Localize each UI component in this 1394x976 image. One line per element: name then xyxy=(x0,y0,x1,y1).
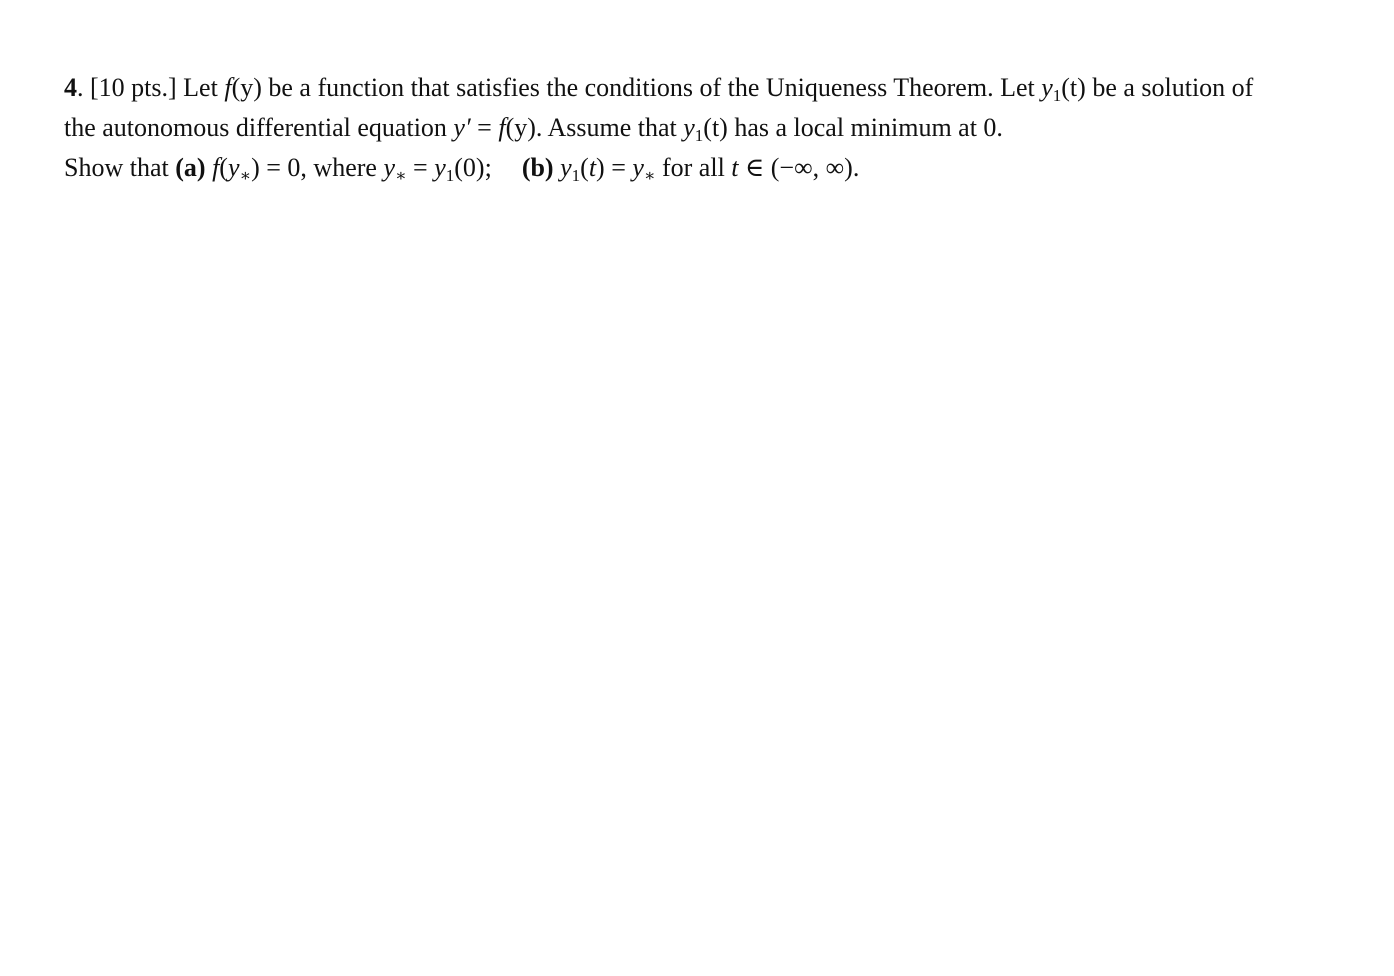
var-t: t xyxy=(588,153,597,182)
subscript-star: ∗ xyxy=(239,166,252,185)
line1-text-a: Let xyxy=(183,73,225,102)
part-b-label: (b) xyxy=(521,153,554,182)
subscript-1: 1 xyxy=(571,166,581,185)
line1-text-c: be a solution of xyxy=(1085,73,1254,102)
var-y: y xyxy=(434,153,446,182)
problem-statement xyxy=(64,68,1334,188)
equals-sign: = xyxy=(470,113,499,142)
part-a-label: (a) xyxy=(175,153,206,182)
problem-number: 4 xyxy=(64,73,77,102)
line3-text-f: ) = xyxy=(596,153,633,182)
var-y: y xyxy=(632,153,644,182)
problem-line-1: 4. [10 pts.] Let f(y) be a function that satisfies the conditions of the Uniqueness Theorem. Let $y_1(t)$ be a solution of xyxy=(64,73,1254,105)
func-arg-y: (y) xyxy=(231,73,262,102)
subscript-1: 1 xyxy=(1052,86,1062,105)
var-y-prime: y′ xyxy=(453,113,471,142)
problem-line-3 xyxy=(64,148,1334,188)
line3-text-d: (0); xyxy=(454,153,492,182)
line2-text-b: . Assume that xyxy=(535,113,684,142)
line1-text-b: be a function that satisfies the conditions of the Uniqueness Theorem. Let xyxy=(261,73,1042,102)
subscript-star: ∗ xyxy=(643,166,656,185)
line3-text-a: Show that xyxy=(64,153,176,182)
problem-line-2 xyxy=(64,108,1334,148)
func-arg-y: (y) xyxy=(505,113,536,142)
var-y: y xyxy=(683,113,695,142)
problem-points: [10 pts.] xyxy=(90,73,177,102)
var-y: y xyxy=(227,153,240,182)
subscript-1: 1 xyxy=(694,126,704,145)
arg-t: (t) xyxy=(1061,73,1086,102)
var-y: y xyxy=(560,153,572,182)
line3-text-g: for all xyxy=(655,153,732,182)
var-y: y xyxy=(1041,73,1053,102)
line2-text-a: the autonomous differential equation xyxy=(64,113,454,142)
var-y: y xyxy=(383,153,395,182)
line3-text-b: = 0, where xyxy=(259,153,384,182)
func-f: f xyxy=(498,113,506,142)
paren-open: ( xyxy=(219,153,228,182)
line3-text-c: = xyxy=(406,153,435,182)
arg-t: (t) xyxy=(703,113,728,142)
var-t: t xyxy=(731,153,739,182)
line3-text-h: ∈ (−∞, ∞). xyxy=(738,153,860,182)
line3-text-e: ( xyxy=(580,153,589,182)
subscript-1: 1 xyxy=(445,166,455,185)
func-f: f xyxy=(212,153,220,182)
line2-text-c: has a local minimum at 0. xyxy=(727,113,1003,142)
subscript-star: ∗ xyxy=(394,166,407,185)
func-f: f xyxy=(224,73,232,102)
paren-close: ) xyxy=(251,153,260,182)
